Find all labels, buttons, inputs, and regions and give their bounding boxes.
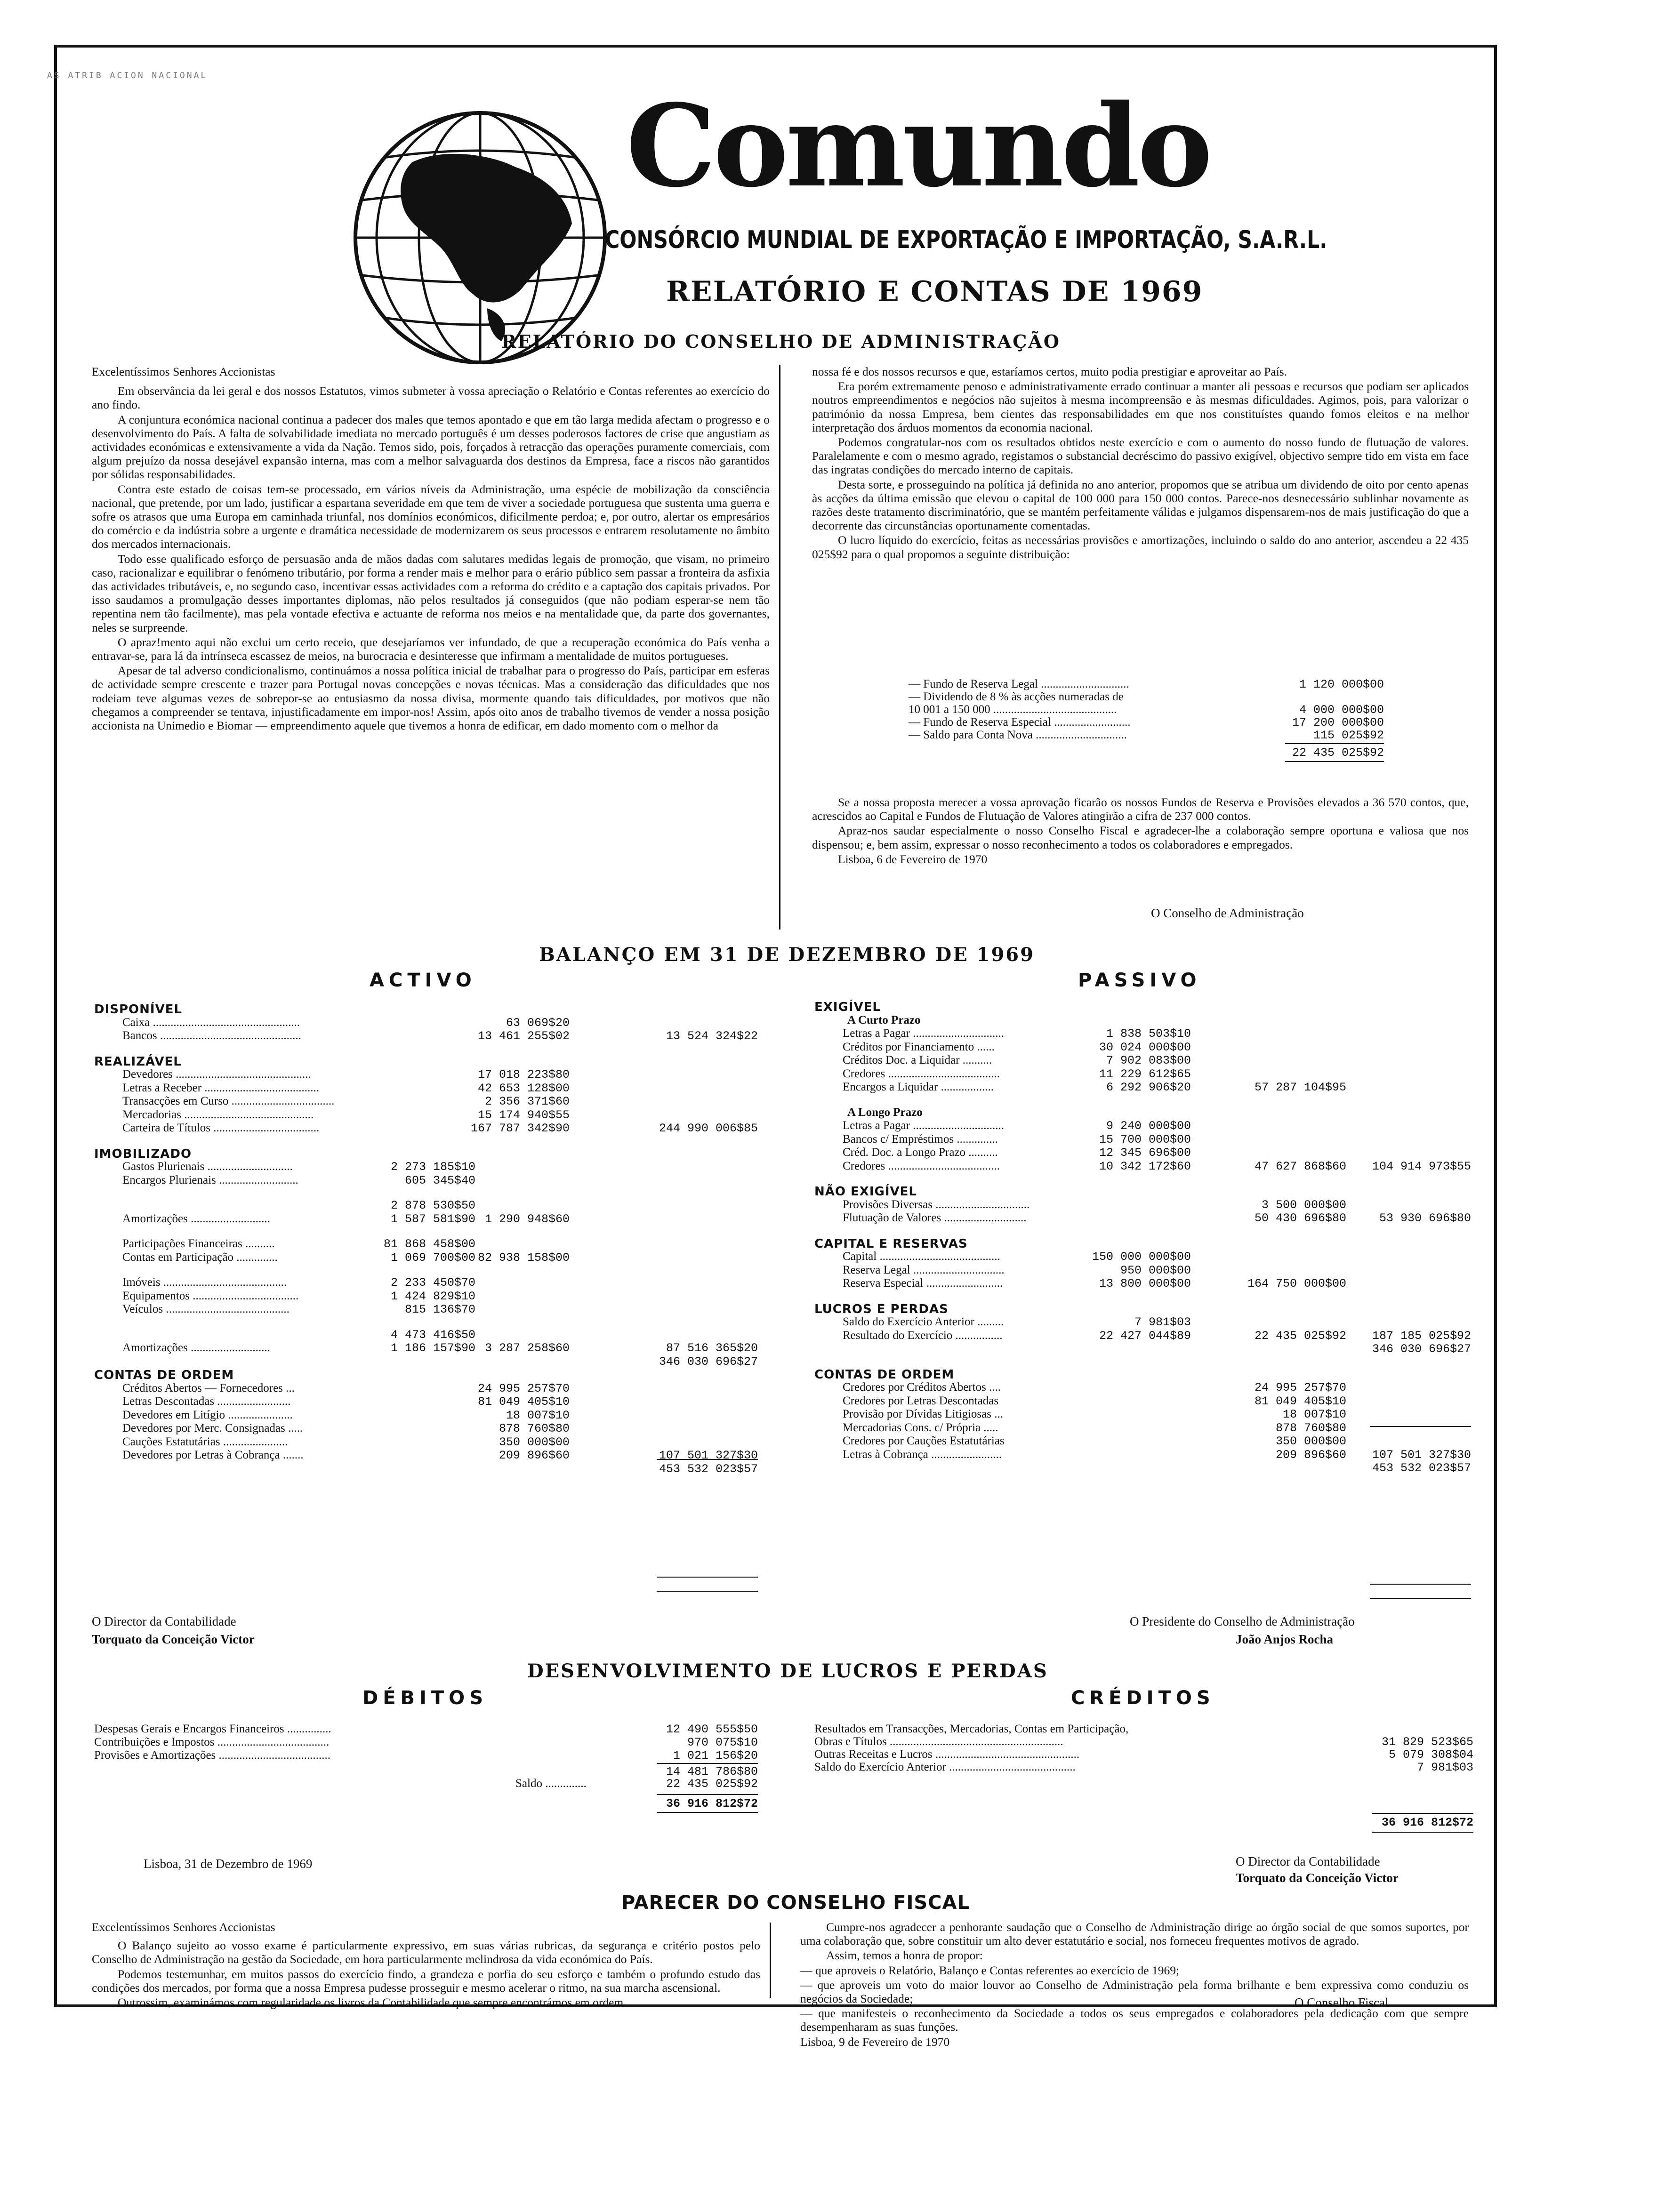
balance-row-label: Letras a Pagar ............................... [843,1027,1004,1040]
report-title: RELATÓRIO E CONTAS DE 1969 [666,275,1203,308]
balance-row-label: Saldo do Exercício Anterior ......... [843,1315,1004,1328]
balance-row-label: Credores ...................................... [843,1159,1000,1172]
fiscal-item: — que manifesteis o reconhecimento da Sociedade a todos os seus empregados e colaboradores pela dedicação com que sempre desempenharam as suas funções. [800,2006,1469,2034]
balance-value: 878 760$80 [499,1422,570,1435]
balance-value: 12 345 696$00 [1099,1146,1191,1160]
balance-value: 815 136$70 [404,1303,475,1316]
balance-caption: DISPONÍVEL [94,1002,183,1017]
balance-value: 63 069$20 [506,1016,570,1030]
balance-rule [1370,1584,1471,1585]
balance-value: 350 000$00 [1275,1435,1346,1448]
balance-row-label: Devedores por Letras à Cobrança ....... [122,1449,304,1461]
creditos-heading: CRÉDITOS [1071,1687,1215,1709]
report-date: Lisboa, 6 de Fevereiro de 1970 [838,852,988,866]
debitos-heading: DÉBITOS [362,1687,488,1709]
report-paragraph: A conjuntura económica nacional continua a padecer dos males que temos apontado e que em tão larga medida afectam o progresso e o desenvolvimento do País. A falta de solvabilidade imediata no mercado português é um desses poderosos factores de crise que angustiam as actividades económicas e extensivamente a vida da Nação. Temos sido, pois, forçados à retracção das operações puramente comerciais, com algum prejuízo da nossa desejável expansão interna, mas com a melhor salvaguarda dos destinos da Empresa, face a riscos não garantidos por sólidas responsabilidades. [92,412,770,481]
fiscal-salutation: Excelentíssimos Senhores Accionistas [92,1920,275,1934]
debit-value: 1 021 156$20 [673,1749,758,1763]
debit-rule [657,1763,758,1764]
debit-value: 970 075$10 [687,1736,758,1749]
balance-value: 87 516 365$20 [666,1341,758,1355]
balance-row-label: Letras Descontadas ......................... [122,1395,291,1408]
president-title: O Presidente do Conselho de Administração [1130,1614,1355,1628]
balance-row-label: Credores por Créditos Abertos .... [843,1381,1001,1394]
balance-value: 244 990 006$85 [659,1122,758,1135]
balance-row-label: Reserva Legal ............................... [843,1263,1005,1276]
balance-value: 81 049 405$10 [477,1395,570,1409]
balance-value: 11 229 612$65 [1099,1067,1191,1081]
balance-caption: CONTAS DE ORDEM [814,1367,955,1382]
balance-value: 164 750 000$00 [1247,1277,1346,1290]
balance-value: 1 838 503$10 [1106,1027,1191,1041]
balance-row-label: Participações Financeiras .......... [122,1237,275,1250]
debit-rule [657,1794,758,1795]
debit-label: Contribuições e Impostos ...................................... [94,1736,330,1748]
debit-subtotal: 14 481 786$80 [666,1765,758,1779]
balance-row-label: Cauções Estatutárias ...................... [122,1435,288,1448]
profit-date: Lisboa, 31 de Dezembro de 1969 [144,1857,313,1871]
balance-value: 81 049 405$10 [1254,1394,1346,1408]
balance-value: 2 878 530$50 [390,1199,475,1212]
fiscal-item: — que aproveis um voto do maior louvor ao Conselho de Administração pela forma brilhante e bem expressiva como conduziu os negócios da Sociedade; [800,1978,1469,2006]
balance-subcaption: A Curto Prazo [847,1013,921,1026]
balance-value: 53 930 696$80 [1379,1211,1471,1225]
debit-rule [657,1812,758,1813]
fiscal-paragraph: Podemos testemunhar, em muitos passos do exercício findo, a grandeza e porfia do seu esforço e também o profundo estudo das condições dos mercados, por forma que a nossa Empresa pudesse prosseguir e mesmo acelerar o ritmo, na sua marcha ascensional. [92,1967,760,1995]
debit-label: Provisões e Amortizações ...................................... [94,1749,331,1762]
balance-value: 1 424 829$10 [390,1289,475,1303]
balance-value: 107 501 327$30 [659,1449,758,1462]
balance-row-label: Mercadorias Cons. c/ Própria ..... [843,1421,998,1434]
fiscal-paragraph: Assim, temos a honra de propor: [826,1948,983,1963]
balance-row-label: Letras a Receber ....................................... [122,1081,319,1094]
report-left-column [92,365,770,944]
company-name: CONSÓRCIO MUNDIAL DE EXPORTAÇÃO E IMPORTAÇÃO, S.A.R.L. [605,226,1327,254]
balance-title: BALANÇO EM 31 DE DEZEMBRO DE 1969 [539,944,1035,966]
credit-label: Obras e Títulos ........................................................... [814,1735,1063,1748]
balance-rule [657,1591,758,1592]
balance-value: 18 007$10 [1282,1408,1346,1421]
distribution-label: — Fundo de Reserva Especial .......................... [909,716,1131,729]
balance-row-label: Provisões Diversas ................................ [843,1198,1030,1211]
balance-value: 1 186 157$90 [390,1341,475,1355]
balance-value: 7 902 083$00 [1106,1054,1191,1067]
report-paragraph: nossa fé e dos nossos recursos e que, estaríamos certos, muito podia prestigiar e aproveitar ao País. [812,365,1287,378]
profit-accountant-name: Torquato da Conceição Victor [1236,1871,1399,1885]
accountant-title: O Director da Contabilidade [92,1614,236,1628]
balance-row-label: Resultado do Exercício ................ [843,1329,1003,1342]
balance-value: 150 000 000$00 [1092,1250,1191,1264]
balance-caption: CAPITAL E RESERVAS [814,1236,968,1251]
distribution-value: 115 025$92 [1313,729,1384,742]
balance-row-label: Letras à Cobrança ........................ [843,1448,1002,1461]
balance-row-label: Credores por Cauções Estatutárias [843,1435,1005,1447]
balance-value: 42 653 128$00 [477,1081,570,1095]
credit-rule [1372,1813,1473,1814]
balance-row-label: Contas em Participação .............. [122,1250,278,1264]
fiscal-paragraph: O Balanço sujeito ao vosso exame é particularmente expressivo, em suas várias rubricas, da segurança e critério postos pelo Conselho de Administração na gestão da Sociedade, em hora particularmente melindrosa da vida económica do País. [92,1939,760,1966]
balance-rule [1370,1598,1471,1599]
balance-value: 453 532 023$57 [659,1462,758,1476]
distribution-label: — Dividendo de 8 % às acções numeradas de [909,690,1124,703]
report-paragraph: Apraz-nos saudar especialmente o nosso Conselho Fiscal e agradecer-lhe a colaboração sempre oportuna e valiosa que nos dispensou; e, bem assim, expressar o nosso reconhecimento a todos os colaboradores e empregados. [812,824,1469,851]
saldo-label: Saldo .............. [515,1777,587,1790]
balance-row-label: Credores ...................................... [843,1067,1000,1080]
distribution-value: 4 000 000$00 [1299,703,1384,717]
balance-row-label: Credores por Letras Descontadas [843,1394,999,1407]
balance-value: 2 356 371$60 [484,1095,570,1108]
balance-value: 30 024 000$00 [1099,1040,1191,1054]
fiscal-right-column [800,1920,1469,2049]
balance-value: 1 587 581$90 [390,1212,475,1226]
balance-value: 24 995 257$70 [1254,1381,1346,1395]
balance-value: 7 981$03 [1134,1315,1191,1329]
balance-row-label: Mercadorias ............................................ [122,1108,314,1121]
balance-value: 9 240 000$00 [1106,1119,1191,1133]
balance-row-label: Encargos Plurienais ........................... [122,1173,298,1186]
balance-row-label: Gastos Plurienais ............................. [122,1160,293,1173]
balance-row-label: Equipamentos .................................... [122,1289,299,1302]
credit-label: Resultados em Transacções, Mercadorias, Contas em Participação, [814,1723,1129,1735]
balance-row-label: Capital ......................................... [843,1250,1000,1263]
credit-label: Outras Receitas e Lucros ................................................. [814,1748,1080,1761]
balance-value: 13 800 000$00 [1099,1277,1191,1290]
balance-value: 10 342 172$60 [1099,1159,1191,1173]
balance-row-label: Devedores por Merc. Consignadas ..... [122,1422,303,1435]
accountant-name: Torquato da Conceição Victor [92,1632,255,1646]
balance-value: 3 500 000$00 [1261,1198,1346,1212]
balance-rule [1370,1426,1471,1427]
distribution-label: — Saldo para Conta Nova ............................... [909,729,1127,741]
report-paragraph: Se a nossa proposta merecer a vossa aprovação ficarão os nossos Fundos de Reserva e Provisões elevados a 36 570 contos, que, acrescidos ao Capital e Fundos de Flutuação de Valores atingirão a cifra de 237 000 contos. [812,795,1469,823]
credit-value: 5 079 308$04 [1388,1748,1473,1762]
balance-value: 24 995 257$70 [477,1381,570,1395]
balance-row-label: Créditos Abertos — Fornecedores ... [122,1381,295,1395]
balance-row-label: Devedores .............................................. [122,1068,311,1081]
passivo-heading: PASSIVO [1078,970,1201,991]
balance-value: 22 435 025$92 [1254,1329,1346,1343]
credit-value: 7 981$03 [1416,1761,1473,1774]
report-paragraph: Contra este estado de coisas tem-se processado, em vários níveis da Administração, uma espécie de mobilização da consciência nacional, que pretende, por um lado, justificar a espartana severidade em que tem de viver a sociedade portuguesa que sustenta uma guerra e sofre os atrasos que uma Europa em caminhada triunfal, nos domínios económicos, dificilmente perdoa; e, por outro, alertar os empresários do comércio e da indústria sobre a urgente e dramática necessidade de modernizarem os seus processos e entrarem resolutamente no âmbito dos mercados internacionais. [92,482,770,551]
balance-value: 209 896$60 [1275,1448,1346,1462]
balance-value: 2 273 185$10 [390,1160,475,1174]
globe-logo [346,106,614,369]
salutation: Excelentíssimos Senhores Accionistas [92,365,275,378]
distribution-label: 10 001 a 150 000 .......................................... [909,703,1117,716]
balance-value: 4 473 416$50 [390,1328,475,1342]
balance-rule [657,1459,758,1460]
balance-row-label: Imóveis .......................................... [122,1276,287,1289]
balance-rule [657,1577,758,1578]
fiscal-signature: O Conselho Fiscal [1295,1996,1389,2010]
balance-row-label: Provisão por Dívidas Litigiosas ... [843,1408,1003,1420]
credit-label: Saldo do Exercício Anterior ........................................... [814,1761,1076,1773]
brand-wordmark: Comundo [626,80,1210,212]
distribution-value: 1 120 000$00 [1299,678,1384,691]
report-section-title: RELATÓRIO DO CONSELHO DE ADMINISTRAÇÃO [501,331,1061,352]
balance-value: 950 000$00 [1120,1263,1191,1277]
balance-row-label: Reserva Especial .......................... [843,1277,1003,1290]
balance-row-label: Créditos Doc. a Liquidar .......... [843,1054,992,1066]
balance-row-label: Letras a Pagar ............................... [843,1119,1004,1132]
balance-value: 50 430 696$80 [1254,1211,1346,1225]
distribution-total: 22 435 025$92 [1292,746,1384,760]
debit-label: Despesas Gerais e Encargos Financeiros ............... [94,1723,331,1735]
balance-value: 18 007$10 [506,1408,570,1422]
debit-value: 12 490 555$50 [666,1723,758,1736]
distribution-rule [1285,743,1384,744]
report-paragraph: Podemos congratular-nos com os resultados obtidos neste exercício e com o aumento do nosso fundo de flutuação de valores. Paralelamente e com o mesmo agrado, registamos o substancial decréscimo do passivo exigível, objectivo sempre tido em vista em face das ingratas condições do mercado interno de capitais. [812,435,1469,477]
balance-row-label: Flutuação de Valores ............................ [843,1211,1027,1224]
balance-caption: EXIGÍVEL [814,1000,881,1014]
president-name: João Anjos Rocha [1236,1632,1334,1646]
distribution-rule [1285,761,1384,762]
report-right-closing [812,795,1469,880]
board-signature: O Conselho de Administração [1151,906,1304,920]
distribution-label: — Fundo de Reserva Legal .............................. [909,678,1129,690]
balance-subcaption: A Longo Prazo [847,1106,923,1119]
balance-value: 47 627 868$60 [1254,1159,1346,1173]
balance-row-label: Créd. Doc. a Longo Prazo .......... [843,1146,998,1159]
balance-value: 3 287 258$60 [484,1341,570,1355]
balance-row-label: Amortizações ........................... [122,1212,270,1225]
debit-total: 36 916 812$72 [666,1797,758,1811]
fiscal-title: PARECER DO CONSELHO FISCAL [621,1892,970,1914]
balance-value: 104 914 973$55 [1372,1159,1471,1173]
balance-value: 13 461 255$02 [477,1029,570,1043]
balance-row-label: Bancos c/ Empréstimos .............. [843,1132,998,1146]
balance-row-label: Veículos .......................................... [122,1303,290,1315]
balance-value: 346 030 696$27 [1372,1342,1471,1356]
fiscal-left-column [92,1920,760,2010]
balance-value: 22 427 044$89 [1099,1329,1191,1343]
balance-value: 6 292 906$20 [1106,1081,1191,1094]
fiscal-item: — que aproveis o Relatório, Balanço e Contas referentes ao exercício de 1969; [800,1963,1180,1977]
activo-heading: ACTIVO [370,970,476,991]
credit-value: 31 829 523$65 [1381,1735,1473,1749]
balance-row-label: Carteira de Títulos .................................... [122,1122,320,1134]
balance-value: 346 030 696$27 [659,1354,758,1369]
balance-value: 350 000$00 [499,1435,570,1449]
balance-caption: REALIZÁVEL [94,1054,182,1069]
report-right-column [812,365,1469,675]
profit-title: DESENVOLVIMENTO DE LUCROS E PERDAS [527,1660,1048,1682]
report-paragraph: O apraz!mento aqui não exclui um certo receio, que desejaríamos ver infundado, de que a recuperação económica do País venha a entravar-se, para lá da intrínseca escassez de meios, na burocracia e desinteresse que infirmam a mentalidade de muitos portugueses. [92,635,770,663]
balance-value: 81 868 458$00 [383,1237,475,1251]
balance-value: 209 896$60 [499,1449,570,1462]
balance-value: 82 938 158$00 [477,1250,570,1265]
balance-row-label: Transacções em Curso ................................... [122,1095,335,1107]
balance-row-label: Amortizações ........................... [122,1341,270,1354]
credit-total: 36 916 812$72 [1381,1816,1473,1829]
report-paragraph: Todo esse qualificado esforço de persuasão anda de mãos dadas com salutares medidas legais de promoção, que visam, no primeiro caso, racionalizar e equilibrar o fenómeno tributário, por forma a render mais e melhor para o erário público sem passar a fronteira da asfixia das actividades tributáveis, e, no segundo caso, incentivar essas actividades com a reforma do crédito e a captação dos capitais privados. Por isso saudamos a promulgação desses importantes diplomas, não pelos resultados já conseguidos (que não podiam esperar-se nem tão repentina nem tão facilmente), mas pela vontade efectiva e actuante de reforma nos meios e na mentalidade que, da parte dos governantes, neles se surpreende. [92,552,770,634]
report-paragraph: Em observância da lei geral e dos nossos Estatutos, vimos submeter à vossa apreciação o Relatório e Contas referentes ao exercício do ano findo. [92,384,770,412]
balance-caption: LUCROS E PERDAS [814,1302,949,1316]
balance-row-label: Encargos a Liquidar .................. [843,1081,994,1093]
fiscal-paragraph: Cumpre-nos agradecer a penhorante saudação que o Conselho de Administração dirige ao órgão social de que somos suportes, por uma colaboração que, sobre constituir um alto dever estatutário e social, nos forneceu frequentes motivos de agrado. [800,1920,1469,1948]
fiscal-paragraph: Outrossim, examinámos com regularidade os livros da Contabilidade que sempre encontrámos em ordem [118,1996,624,2010]
profit-accountant-title: O Director da Contabilidade [1236,1854,1380,1868]
balance-value: 17 018 223$80 [477,1068,570,1082]
balance-value: 878 760$80 [1275,1421,1346,1435]
credit-rule [1372,1832,1473,1833]
column-divider [779,365,780,930]
balance-row-label: Caixa .................................................. [122,1016,300,1029]
balance-value: 15 700 000$00 [1099,1132,1191,1146]
balance-value: 2 233 450$70 [390,1276,475,1290]
balance-value: 605 345$40 [404,1173,475,1187]
report-paragraph: Era porém extremamente penoso e administrativamente errado continuar a manter ali pessoas e recursos que podiam ser aplicados noutros empreendimentos e negócios não sujeitos à mesma incompreensão e às mesmas dificuldades. Agimos, pois, para valorizar o património da nossa Empresa, bem cientes das responsabilidades em que nos constituístes quando fomos eleitos e na melhor interpretação dos árduos momentos da economia nacional. [812,379,1469,434]
report-paragraph: Desta sorte, e prosseguindo na política já definida no ano anterior, propomos que se atribua um dividendo de oito por cento apenas às acções da última emissão que elevou o capital de 100 000 para 150 000 contos. Parece-nos desnecessário sublinhar novamente as razões deste tratamento discriminatório, que se mantém perfeitamente válidas e julgamos dispensarem-nos de mais justificação do que a decorrente das circunstâncias oportunamente comentadas. [812,477,1469,533]
balance-row-label: Créditos por Financiamento ...... [843,1040,995,1053]
saldo-value: 22 435 025$92 [666,1777,758,1791]
balance-value: 187 185 025$92 [1372,1329,1471,1343]
balance-caption: CONTAS DE ORDEM [94,1368,234,1382]
scan-strip: AS ATRIB ACION NACIONAL [47,71,208,80]
balance-value: 1 290 948$60 [484,1212,570,1226]
balance-value: 57 287 104$95 [1254,1081,1346,1094]
report-paragraph: Apesar de tal adverso condicionalismo, continuámos a nossa política inicial de trabalhar para o progresso do País, participar em esferas de actividade sempre crescente e trazer para Portugal novas concepções e novas técnicas. Mas a consideração das dificuldades que nos rodeiam teve algumas vezes de sobrepor-se ao entusiasmo da nossa divisa, mormente quando tais dificuldades, por motivos que não chegamos a compreender se tentava, injustificadamente em impor-nos! Assim, após oito anos de trabalho tivemos de vender a nossa posição accionista na Unimedio e Biomar — empreendimento aquele que tivemos a honra de edificar, em dado momento com o melhor da [92,664,770,733]
balance-value: 107 501 327$30 [1372,1448,1471,1462]
balance-value: 1 069 700$00 [390,1250,475,1265]
balance-caption: IMOBILIZADO [94,1146,192,1161]
fiscal-divider [770,1923,771,1998]
balance-value: 453 532 023$57 [1372,1461,1471,1475]
balance-caption: NÃO EXIGÍVEL [814,1185,917,1199]
balance-row-label: Bancos ................................................ [122,1029,301,1042]
report-paragraph: O lucro líquido do exercício, feitas as necessárias provisões e amortizações, incluindo o saldo do ano anterior, ascendeu a 22 435 025$92 para o qual propomos a seguinte distribuição: [812,533,1469,561]
balance-value: 13 524 324$22 [666,1029,758,1043]
distribution-value: 17 200 000$00 [1292,716,1384,729]
balance-row-label: Devedores em Litígio ...................... [122,1408,293,1421]
balance-value: 15 174 940$55 [477,1108,570,1122]
balance-value: 167 787 342$90 [470,1122,570,1135]
fiscal-date: Lisboa, 9 de Fevereiro de 1970 [800,2035,950,2049]
